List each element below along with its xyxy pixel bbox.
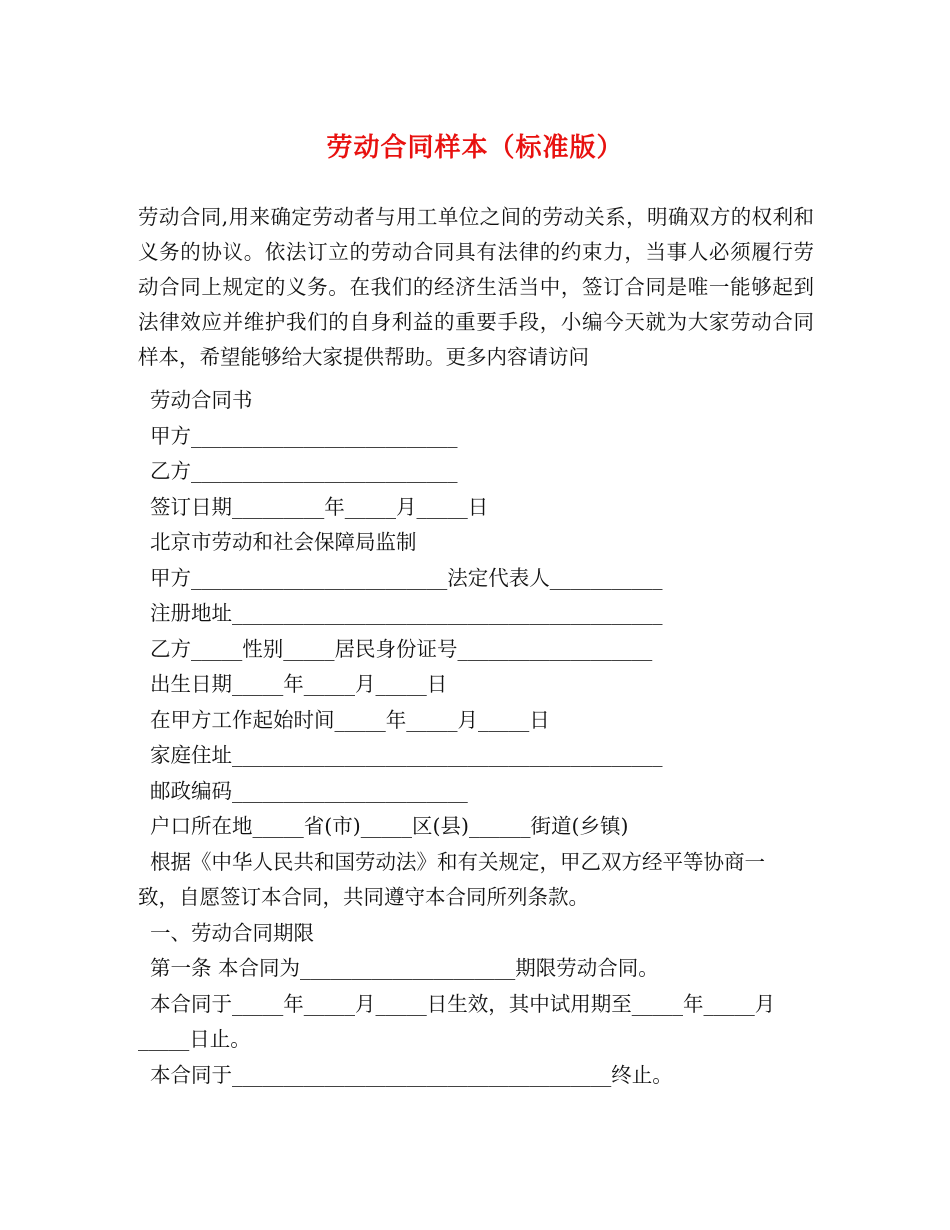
contract-body [138, 383, 815, 1093]
termination-line: 本合同于_____________________________________终止。 [150, 1062, 673, 1087]
party-a-representative-line: 甲方_________________________法定代表人___________ [150, 565, 663, 590]
birth-date-line: 出生日期_____年_____月_____日 [150, 672, 448, 696]
legal-basis-paragraph [138, 845, 815, 916]
legal-basis-continuation: 致，自愿签订本合同，共同遵守本合同所列条款。 [138, 885, 589, 909]
party-b-id-line: 乙方_____性别_____居民身份证号___________________ [150, 636, 653, 661]
legal-basis-first-line: 根据《中华人民共和国劳动法》和有关规定，甲乙双方经平等协商一 [150, 849, 765, 874]
issuer-line: 北京市劳动和社会保障局监制 [150, 530, 417, 554]
document-title: 劳动合同样本（标准版） [326, 133, 624, 163]
signing-date-line: 签订日期_________年_____月_____日 [150, 494, 489, 519]
party-b-line: 乙方__________________________ [150, 459, 458, 483]
work-start-line: 在甲方工作起始时间_____年_____月_____日 [150, 707, 550, 732]
party-a-line: 甲方__________________________ [150, 423, 458, 448]
effective-first-line: 本合同于_____年_____月_____日生效，其中试用期至_____年_____月 [150, 991, 776, 1016]
effective-date-paragraph [138, 987, 815, 1058]
intro-paragraph: 劳动合同,用来确定劳动者与用工单位之间的劳动关系，明确双方的权利和义务的协议。依法订立的劳动合同具有法律的约束力，当事人必须履行劳动合同上规定的义务。在我们的经济生活当中，签订合同是唯一能够起到法律效应并维护我们的自身利益的重要手段，小编今天就为大家劳动合同样本，希望能够给大家提供帮助。更多内容请访问 [138, 205, 814, 369]
household-registration-line: 户口所在地_____省(市)_____区(县)______街道(乡镇) [150, 814, 629, 838]
home-address-line: 家庭住址__________________________________________ [150, 743, 663, 767]
postal-code-line: 邮政编码_______________________ [150, 778, 468, 803]
contract-heading: 劳动合同书 [150, 388, 253, 412]
article-1-line: 第一条 本合同为_____________________期限劳动合同。 [150, 956, 659, 980]
registered-address-line: 注册地址__________________________________________ [150, 601, 663, 625]
section-heading: 一、劳动合同期限 [150, 920, 314, 945]
effective-continuation: _____日止。 [138, 1027, 251, 1051]
